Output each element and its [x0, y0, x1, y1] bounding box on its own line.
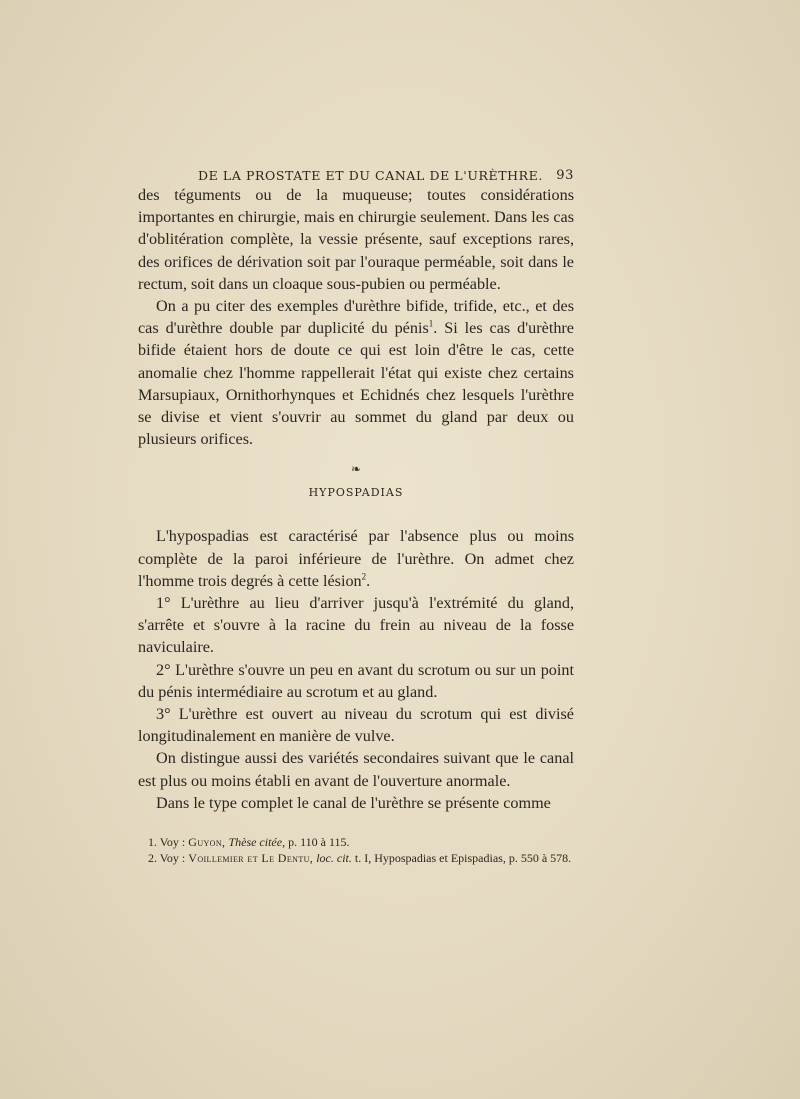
- footnote-author: Guyon,: [188, 835, 226, 850]
- paragraph: [138, 295, 574, 450]
- footnote-prefix: Voy :: [159, 851, 186, 866]
- paragraph: On distingue aussi des variétés secondaires suivant que le canal est plus ou moins établi en avant de l'ouverture anormale.: [138, 749, 574, 790]
- paragraph: des téguments ou de la muqueuse; toutes considérations importantes en chirurgie, mais en chirurgie seulement. Dans les cas d'oblitération complète, la vessie présente, sauf exceptions rares, des orifices de dérivation soit par l'ouraque perméable, soit dans le rectum, soit dans un cloaque sous-pubien ou perméable.: [138, 186, 574, 293]
- page-number: 93: [556, 168, 574, 183]
- footnote-1: [138, 834, 574, 850]
- page-content: [138, 160, 574, 866]
- footnote-author: Voillemier et Le Dentu,: [188, 851, 314, 866]
- footnote-work: Thèse citée,: [228, 835, 286, 850]
- paragraph-text: L'hypospadias est caractérisé par l'absence plus ou moins complète de la paroi inférieure de l'urèthre. On admet chez l'homme trois degrés à cette lésion: [138, 527, 574, 590]
- footnote-ref: 1: [428, 318, 434, 329]
- paragraph-text: On a pu citer des exemples d'urèthre bifide, trifide, etc., et des cas d'urèthre double par duplicité du pénis: [138, 297, 574, 338]
- running-title: DE LA PROSTATE ET DU CANAL DE L'URÈTHRE.: [198, 168, 543, 183]
- footnote-2: [138, 850, 574, 866]
- paragraph-text: . Si les cas d'urèthre bifide étaient hors de doute ce qui est loin d'être le cas, cette anomalie chez l'homme rappellerait l'état qui existe chez certains Marsupiaux, Ornithorhynques et Echidnés chez lesquels l'urèthre se divise et vient s'ouvrir au sommet du gland par deux ou plusieurs orifices.: [138, 319, 574, 449]
- footnotes: [138, 834, 574, 866]
- paragraph: 2° L'urèthre s'ouvre un peu en avant du scrotum ou sur un point du pénis intermédiaire au scrotum et au gland.: [138, 660, 574, 701]
- footnote-number: 2.: [148, 851, 157, 866]
- running-header: [138, 160, 574, 184]
- footnote-pages: t. I, Hypospadias et Epispadias, p. 550 à 578.: [354, 851, 572, 866]
- paragraph: 3° L'urèthre est ouvert au niveau du scrotum qui est divisé longitudinalement en manière de vulve.: [138, 705, 574, 746]
- footnote-ref: 2: [361, 571, 367, 582]
- paragraph: [138, 525, 574, 592]
- footnote-number: 1.: [148, 835, 157, 850]
- ornament-icon: ❧: [350, 462, 362, 477]
- paragraph: 1° L'urèthre au lieu d'arriver jusqu'à l'extrémité du gland, s'arrête et s'ouvre à la racine du frein au niveau de la fosse naviculaire.: [138, 594, 574, 657]
- footnote-pages: p. 110 à 115.: [288, 835, 350, 850]
- paragraph: Dans le type complet le canal de l'urèthre se présente comme: [156, 793, 551, 812]
- footnote-prefix: Voy :: [159, 835, 186, 850]
- paragraph-text: .: [366, 571, 371, 590]
- footnote-work: loc. cit.: [316, 851, 352, 866]
- section-title: HYPOSPADIAS: [308, 486, 404, 500]
- main-text: [138, 184, 574, 814]
